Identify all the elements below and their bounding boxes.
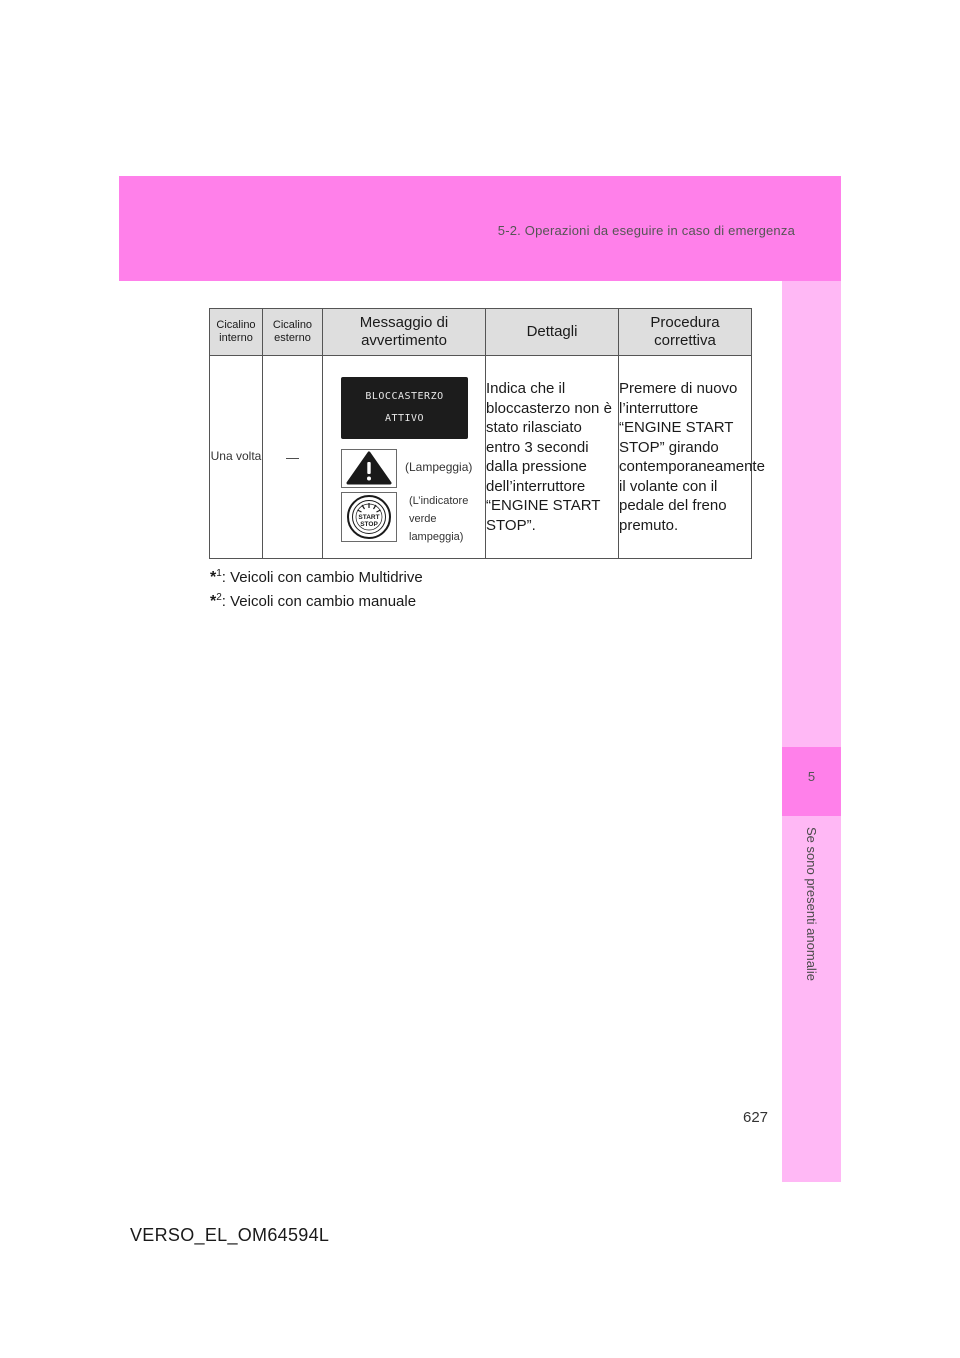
footnote-2 <box>210 588 423 612</box>
warning-triangle-icon <box>342 450 396 487</box>
start-text: START <box>358 514 380 521</box>
footnotes <box>210 564 423 612</box>
chapter-number: 5 <box>807 769 816 784</box>
footnote-mark: 1 <box>216 568 222 579</box>
page-number: 627 <box>743 1109 769 1126</box>
header-message: Messaggio di avvertimento <box>323 309 486 356</box>
header-band <box>119 176 841 281</box>
cell-details: Indica che il bloccasterzo non è stato rilasciato entro 3 secondi dalla pressione dell’interruttore “ENGINE START STOP”. <box>486 356 619 559</box>
green-label-line-1: (L’indicatore <box>409 495 469 507</box>
header-procedure: Procedura correttiva <box>619 309 752 356</box>
cell-external-beep: — <box>263 356 323 559</box>
warning-table <box>209 308 765 559</box>
green-indicator-label <box>409 492 468 546</box>
section-title: 5-2. Operazioni da eseguire in caso di emergenza <box>497 223 795 238</box>
footnote-mark: 2 <box>216 592 222 603</box>
start-stop-indicator <box>341 492 397 542</box>
multi-info-display <box>341 377 468 439</box>
chapter-box <box>782 747 841 816</box>
cell-procedure: Premere di nuovo l’interruttore “ENGINE START STOP” girando contemporaneamente il volante con il pedale del freno premuto. <box>619 356 752 559</box>
green-label-line-2: verde <box>409 513 437 525</box>
table-row <box>210 356 752 559</box>
document-code: VERSO_EL_OM64594L <box>130 1225 330 1245</box>
table-header-row <box>210 309 752 356</box>
master-warning-light <box>341 449 397 488</box>
footnote-star: * <box>210 569 217 586</box>
header-internal-beep: Cicalino interno <box>210 309 263 356</box>
footnote-1 <box>210 564 423 588</box>
cell-message <box>323 356 486 559</box>
cell-internal-beep: Una volta <box>210 356 263 559</box>
footnote-text: : Veicoli con cambio manuale <box>221 593 417 610</box>
footnote-text: : Veicoli con cambio Multidrive <box>221 569 423 586</box>
side-tab <box>782 281 841 1182</box>
stop-text: STOP <box>360 521 378 528</box>
start-stop-button-icon <box>342 493 396 541</box>
display-line-2: ATTIVO <box>384 413 425 424</box>
header-external-beep: Cicalino esterno <box>263 309 323 356</box>
header-details: Dettagli <box>486 309 619 356</box>
chapter-title: Se sono presenti anomalie <box>804 827 819 981</box>
green-label-line-3: lampeggia) <box>409 531 464 543</box>
footnote-star: * <box>210 593 217 610</box>
warning-light-label: (Lampeggia) <box>405 460 473 474</box>
display-line-1: BLOCCASTERZO <box>365 391 444 402</box>
